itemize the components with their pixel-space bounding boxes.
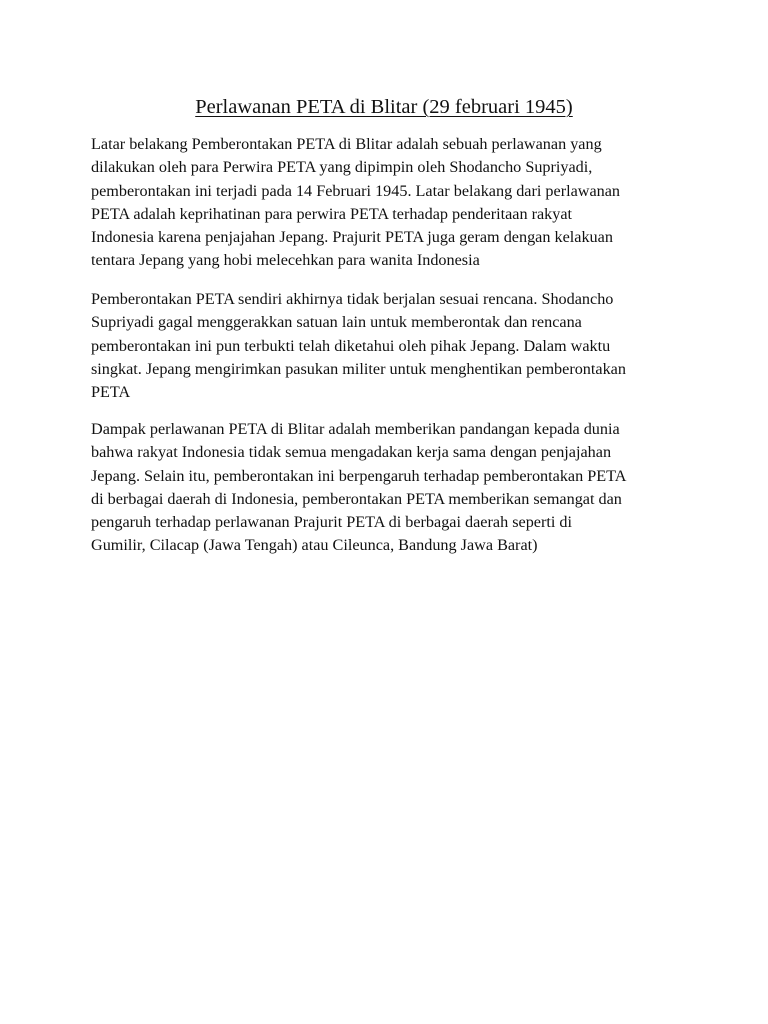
paragraph-line: Gumilir, Cilacap (Jawa Tengah) atau Cileunca, Bandung Jawa Barat) (91, 536, 538, 555)
paragraph-line: Pemberontakan PETA sendiri akhirnya tidak berjalan sesuai rencana. Shodancho (91, 290, 614, 308)
paragraph-line: Dampak perlawanan PETA di Blitar adalah memberikan pandangan kepada dunia (91, 420, 620, 438)
paragraph-background (91, 133, 691, 273)
paragraph-line: singkat. Jepang mengirimkan pasukan militer untuk menghentikan pemberontakan (91, 359, 626, 378)
paragraph-line: pengaruh terhadap perlawanan Prajurit PETA di berbagai daerah seperti di (91, 513, 572, 532)
paragraph-line: Supriyadi gagal menggerakkan satuan lain untuk memberontak dan rencana (91, 313, 582, 332)
paragraph-line: tentara Jepang yang hobi melecehkan para wanita Indonesia (91, 251, 480, 270)
paragraph-outcome (91, 288, 691, 404)
paragraph-line: Jepang. Selain itu, pemberontakan ini berpengaruh terhadap pemberontakan PETA (91, 466, 627, 485)
paragraph-impact (91, 418, 691, 558)
paragraph-line: PETA (91, 383, 131, 402)
paragraph-line: Latar belakang Pemberontakan PETA di Blitar adalah sebuah perlawanan yang (91, 135, 602, 153)
paragraph-line: di berbagai daerah di Indonesia, pemberontakan PETA memberikan semangat dan (91, 489, 622, 508)
paragraph-line: pemberontakan ini terjadi pada 14 Februari 1945. Latar belakang dari perlawanan (91, 181, 621, 200)
paragraph-line: Indonesia karena penjajahan Jepang. Prajurit PETA juga geram dengan kelakuan (91, 228, 613, 247)
paragraph-line: dilakukan oleh para Perwira PETA yang dipimpin oleh Shodancho Supriyadi, (91, 158, 593, 177)
paragraph-line: bahwa rakyat Indonesia tidak semua mengadakan kerja sama dengan penjajahan (91, 443, 612, 462)
document-title: Perlawanan PETA di Blitar (29 februari 1945) (195, 96, 573, 118)
paragraph-line: PETA adalah keprihatinan para perwira PETA terhadap penderitaan rakyat (91, 204, 573, 223)
paragraph-line: pemberontakan ini pun terbukti telah diketahui oleh pihak Jepang. Dalam waktu (91, 336, 611, 355)
